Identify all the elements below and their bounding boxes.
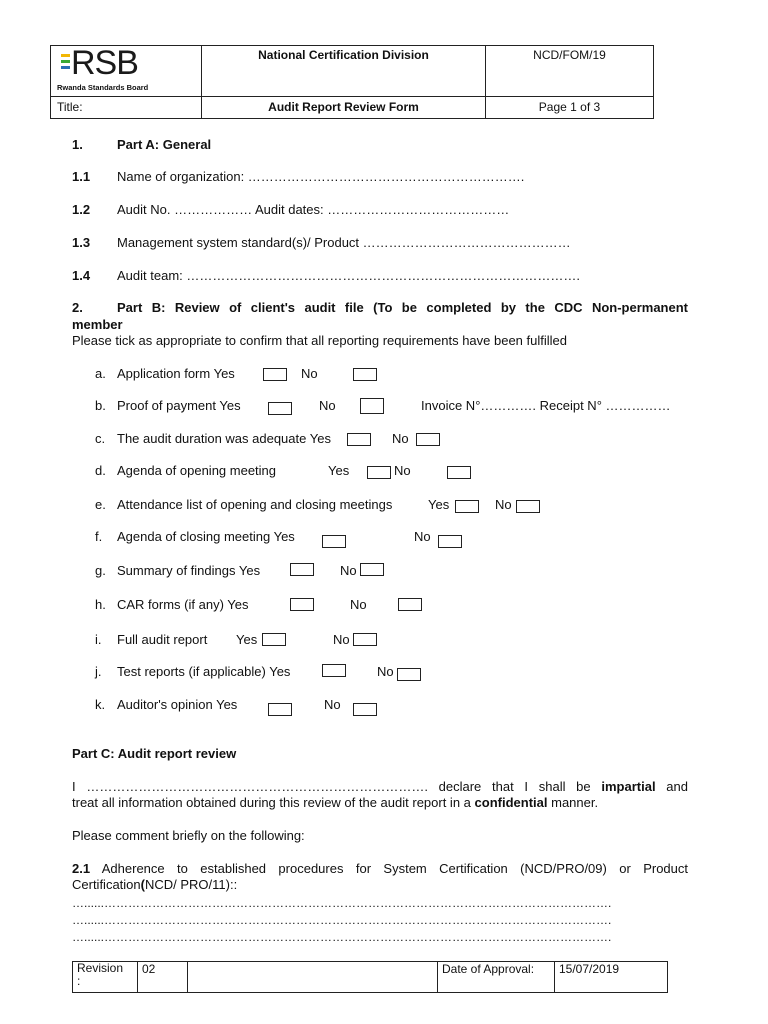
- item-e-letter: e.: [95, 497, 106, 512]
- item-1-2-number: 1.2: [72, 202, 91, 217]
- item-g-letter: g.: [95, 563, 106, 578]
- item-b-label: Proof of payment Yes: [117, 398, 241, 413]
- declaration-and: and: [666, 779, 688, 794]
- revision-label: Revision: [77, 961, 124, 975]
- audit-team-field[interactable]: Audit team: ……………………………………………………………………………….: [117, 268, 580, 283]
- item-j-no-label: No: [377, 664, 394, 679]
- item-j-letter: j.: [95, 664, 102, 679]
- item-1-3-number: 1.3: [72, 235, 91, 250]
- part-b-number: 2.: [72, 300, 83, 315]
- item-d-letter: d.: [95, 463, 106, 478]
- auditor-opinion-yes-checkbox[interactable]: [268, 703, 292, 716]
- item-e-yes-label: Yes: [428, 497, 450, 512]
- revision-value: 02: [138, 962, 188, 993]
- attendance-list-yes-checkbox[interactable]: [455, 500, 479, 513]
- item-a-label: Application form Yes: [117, 366, 235, 381]
- answer-line-1[interactable]: …......……………………………………………………………………………………………………………….: [72, 896, 612, 910]
- auditor-opinion-no-checkbox[interactable]: [353, 703, 377, 716]
- item-e-no-label: No: [495, 497, 512, 512]
- item-b-no-label: No: [319, 398, 336, 413]
- item-j-label: Test reports (if applicable) Yes: [117, 664, 291, 679]
- organization-name-field[interactable]: Name of organization: ……………………………………………………….: [117, 169, 525, 184]
- attendance-list-no-checkbox[interactable]: [516, 500, 540, 513]
- item-i-no-label: No: [333, 632, 350, 647]
- part-c-heading: Part C: Audit report review: [72, 746, 237, 761]
- audit-number-field[interactable]: Audit No. ……………… Audit dates: ……………………………………: [117, 202, 510, 217]
- logo-subtitle: Rwanda Standards Board: [57, 83, 149, 92]
- car-forms-yes-checkbox[interactable]: [290, 598, 314, 611]
- revision-colon: :: [77, 974, 81, 988]
- audit-duration-no-checkbox[interactable]: [416, 433, 440, 446]
- part-b-heading: Part B: Review of client's audit file (To be completed by the CDC Non-permanent: [117, 300, 688, 315]
- declaration-end: manner.: [551, 795, 599, 810]
- test-reports-no-checkbox[interactable]: [397, 668, 421, 681]
- item-g-no-label: No: [340, 563, 357, 578]
- item-i-label: Full audit report: [117, 632, 208, 647]
- part-b-heading-cont: member: [72, 317, 123, 332]
- item-h-label: CAR forms (if any) Yes: [117, 597, 249, 612]
- item-d-label: Agenda of opening meeting: [117, 463, 277, 478]
- item-b-letter: b.: [95, 398, 106, 413]
- approval-date: 15/07/2019: [555, 962, 668, 993]
- part-a-heading: Part A: General: [117, 137, 212, 152]
- item-i-yes-label: Yes: [236, 632, 258, 647]
- question-2-1-paren: (: [140, 877, 145, 892]
- application-form-yes-checkbox[interactable]: [263, 368, 287, 381]
- item-k-letter: k.: [95, 697, 106, 712]
- item-d-no-label: No: [394, 463, 411, 478]
- page-number: Page 1 of 3: [486, 96, 654, 118]
- item-1-4-number: 1.4: [72, 268, 91, 283]
- proof-payment-no-checkbox[interactable]: [360, 398, 384, 414]
- closing-agenda-no-checkbox[interactable]: [438, 535, 462, 548]
- full-report-yes-checkbox[interactable]: [262, 633, 286, 646]
- opening-agenda-no-checkbox[interactable]: [447, 466, 471, 479]
- item-d-yes-label: Yes: [328, 463, 350, 478]
- audit-duration-yes-checkbox[interactable]: [347, 433, 371, 446]
- test-reports-yes-checkbox[interactable]: [322, 664, 346, 677]
- division-name: National Certification Division: [202, 46, 486, 97]
- item-h-letter: h.: [95, 597, 106, 612]
- answer-line-3[interactable]: …......……………………………………………………………………………………………………………….: [72, 930, 612, 944]
- revision-footer: [72, 961, 668, 993]
- declaration-paragraph: [72, 779, 688, 811]
- management-standard-field[interactable]: Management system standard(s)/ Product …………………………………………: [117, 235, 571, 250]
- application-form-no-checkbox[interactable]: [353, 368, 377, 381]
- item-a-no-label: No: [301, 366, 318, 381]
- car-forms-no-checkbox[interactable]: [398, 598, 422, 611]
- logo-cell: [51, 46, 202, 97]
- question-2-1-ref: NCD/ PRO/11)::: [144, 877, 238, 892]
- item-e-label: Attendance list of opening and closing meetings: [117, 497, 393, 512]
- blank-cell: [188, 962, 438, 993]
- part-a-number: 1.: [72, 137, 83, 152]
- closing-agenda-yes-checkbox[interactable]: [322, 535, 346, 548]
- document-header: [50, 45, 654, 119]
- proof-payment-yes-checkbox[interactable]: [268, 402, 292, 415]
- item-k-label: Auditor's opinion Yes: [117, 697, 238, 712]
- item-g-label: Summary of findings Yes: [117, 563, 261, 578]
- answer-line-2[interactable]: …......……………………………………………………………………………………………………………….: [72, 913, 612, 927]
- item-c-no-label: No: [392, 431, 409, 446]
- item-c-letter: c.: [95, 431, 106, 446]
- part-b-instruction: Please tick as appropriate to confirm that all reporting requirements have been fulfilled: [72, 333, 567, 348]
- item-h-no-label: No: [350, 597, 367, 612]
- revision-label-cell: [73, 962, 138, 993]
- item-i-letter: i.: [95, 632, 102, 647]
- summary-findings-no-checkbox[interactable]: [360, 563, 384, 576]
- question-2-1: [72, 861, 688, 893]
- comment-prompt: Please comment briefly on the following:: [72, 828, 305, 843]
- item-k-no-label: No: [324, 697, 341, 712]
- form-title: Audit Report Review Form: [202, 96, 486, 118]
- question-2-1-number: 2.1: [72, 861, 91, 876]
- full-report-no-checkbox[interactable]: [353, 633, 377, 646]
- item-a-letter: a.: [95, 366, 106, 381]
- declaration-line-2: treat all information obtained during this review of the audit report in a: [72, 795, 471, 810]
- question-2-1-cont: Certification: [72, 877, 141, 892]
- item-f-label: Agenda of closing meeting Yes: [117, 529, 295, 544]
- logo: RSB: [71, 44, 138, 82]
- question-2-1-text: Adherence to established procedures for System Certification (NCD/PRO/09) or Product: [101, 861, 688, 876]
- logo-bars-icon: [61, 54, 70, 72]
- title-label: Title:: [51, 96, 202, 118]
- summary-findings-yes-checkbox[interactable]: [290, 563, 314, 576]
- confidential-word: confidential: [474, 795, 548, 810]
- item-f-no-label: No: [414, 529, 431, 544]
- document-code: NCD/FOM/19: [486, 46, 654, 97]
- approval-label: Date of Approval:: [438, 962, 555, 993]
- invoice-receipt-field[interactable]: Invoice N°…………. Receipt N° ……………: [421, 398, 671, 413]
- impartial-word: impartial: [601, 779, 656, 794]
- item-c-label: The audit duration was adequate Yes: [117, 431, 331, 446]
- item-f-letter: f.: [95, 529, 103, 544]
- declaration-name-field[interactable]: I ……………………………………………………………………. declare that I shall be: [72, 779, 591, 794]
- item-1-1-number: 1.1: [72, 169, 91, 184]
- opening-agenda-yes-checkbox[interactable]: [367, 466, 391, 479]
